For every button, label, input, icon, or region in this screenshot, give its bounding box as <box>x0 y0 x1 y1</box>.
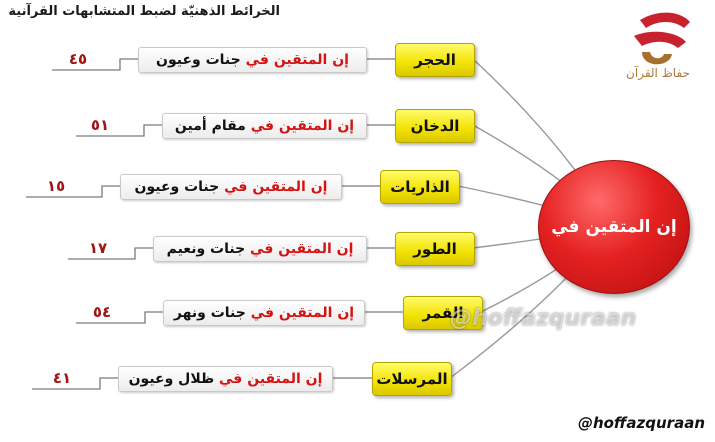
verse-ending: جنات وعيون <box>156 52 241 68</box>
verse-highlight: إن المتقين في <box>250 241 354 257</box>
verse-node <box>162 113 367 139</box>
logo-mark <box>640 13 690 28</box>
verse-ending: جنات ونهر <box>173 305 246 321</box>
surah-node: المرسلات <box>372 362 452 396</box>
surah-node: الحجر <box>395 43 475 77</box>
ayah-number: ١٥ <box>46 177 66 195</box>
handle-caption: @hoffazquraan <box>577 414 705 432</box>
page-title: الخرائط الذهنيّة لضبط المتشابهات القرآنية <box>8 4 280 19</box>
verse-node <box>138 47 367 73</box>
ayah-number: ١٧ <box>88 239 108 257</box>
ayah-number: ٤١ <box>52 369 72 387</box>
verse-highlight: إن المتقين في <box>250 118 355 134</box>
verse-ending: جنات ونعيم <box>166 241 246 257</box>
verse-node <box>163 300 365 326</box>
verse-highlight: إن المتقين في <box>219 371 323 387</box>
verse-ending: مقام أمين <box>174 118 246 134</box>
ayah-number: ٤٥ <box>68 50 88 68</box>
surah-node: القمر <box>403 296 483 330</box>
verse-node <box>153 236 367 262</box>
center-node <box>538 160 690 294</box>
surah-node: الذاريات <box>380 170 460 204</box>
ayah-number: ٥١ <box>90 116 110 134</box>
verse-ending: جنات وعيون <box>134 179 220 195</box>
center-node-label: إن المتقين في <box>551 217 677 237</box>
logo-caption: حفاظ القرآن <box>626 66 690 80</box>
verse-highlight: إن المتقين في <box>250 305 355 321</box>
surah-node: الطور <box>395 232 475 266</box>
verse-node <box>120 174 342 200</box>
verse-highlight: إن المتقين في <box>245 52 349 68</box>
watermark: @hoffazquraan <box>450 306 637 331</box>
verse-ending: ظلال وعيون <box>128 371 215 387</box>
ayah-number: ٥٤ <box>92 303 112 321</box>
verse-node <box>118 366 333 392</box>
verse-highlight: إن المتقين في <box>224 179 328 195</box>
surah-node: الدخان <box>395 109 475 143</box>
